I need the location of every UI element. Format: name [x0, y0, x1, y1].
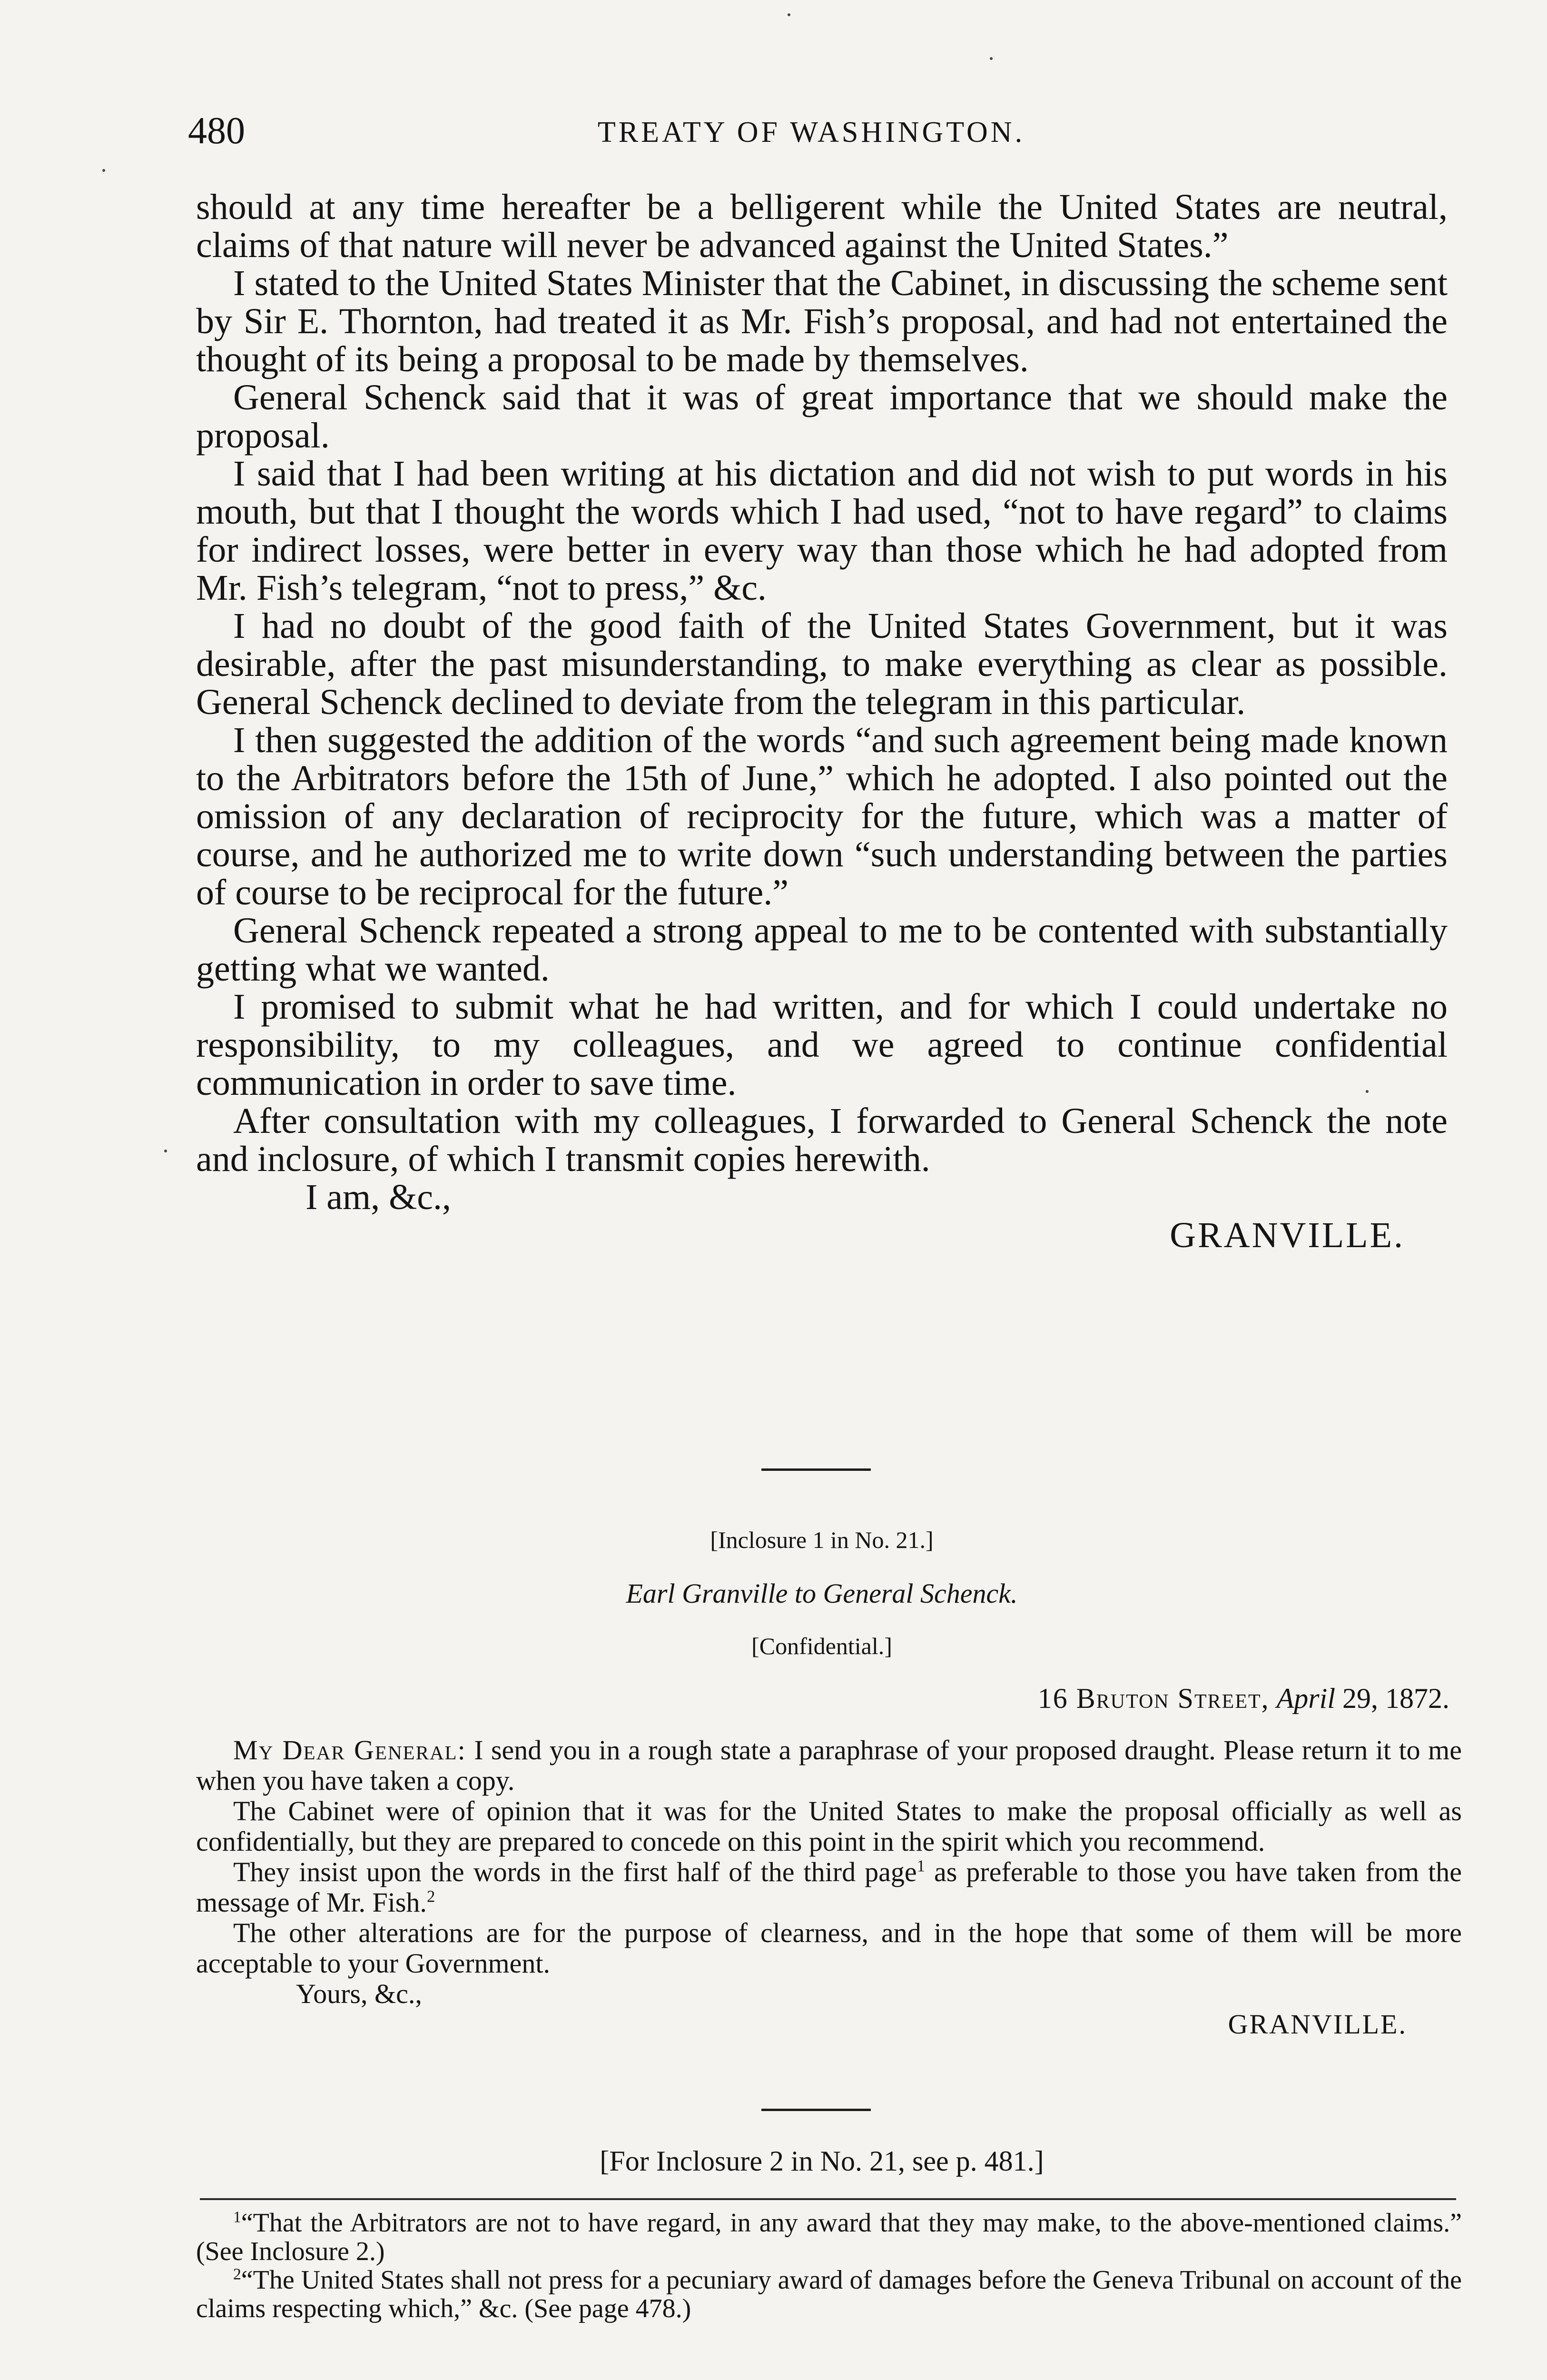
running-title: TREATY OF WASHINGTON. [597, 116, 1025, 149]
footnotes [196, 2209, 1462, 2323]
letter-dateline [1038, 1683, 1449, 1714]
footnote-mark: 1 [233, 2208, 241, 2226]
cross-reference: [For Inclosure 2 in No. 21, see p. 481.] [600, 2145, 1044, 2177]
closing-phrase: Yours, &c., [296, 1978, 422, 2009]
footnote-rule [200, 2198, 1456, 2200]
paragraph: should at any time hereafter be a belligerent while the United States are neutral, claims of that nature will never be advanced against the United States.” [196, 187, 1448, 265]
letter-paragraph: The other alterations are for the purpose of clearness, and in the hope that some of them will be more acceptable to your Government. [196, 1917, 1462, 1979]
paragraph: After consultation with my colleagues, I forwarded to General Schenck the note and inclosure, of which I transmit copies herewith. [196, 1101, 1448, 1179]
section-divider [761, 1468, 871, 1471]
footnote-mark: 2 [233, 2265, 241, 2283]
footnote-ref: 1 [916, 1856, 926, 1875]
letter-closing [196, 1178, 1448, 1254]
inclosure-closing [196, 1979, 1462, 2041]
confidential-label: [Confidential.] [751, 1633, 892, 1659]
scan-speck [788, 13, 790, 16]
paragraph: I then suggested the addition of the words “and such agreement being made known to the Arbitrators before the 15th of June,” which he adopted. I also pointed out the omission of any declaration of reciprocity for the future, which was a matter of course, and he authorized me to write down “such understanding between the parties of course to be reciprocal for the future.” [196, 720, 1448, 912]
signature: GRANVILLE. [1170, 1215, 1405, 1255]
page-header [188, 109, 1435, 152]
letter-text: as preferable to those you have taken from the message of Mr. Fish. [196, 1856, 1462, 1918]
closing-phrase: I am, &c., [305, 1177, 452, 1217]
paragraph: General Schenck said that it was of great importance that we should make the proposal. [196, 377, 1448, 456]
letter-address: 16 Bruton Street, [1037, 1683, 1270, 1714]
scan-speck [102, 169, 105, 172]
letter-paragraph: The Cabinet were of opinion that it was for the United States to make the proposal officially as well as confidentially, but they are prepared to concede on this point in the spirit which you recommend. [196, 1795, 1462, 1857]
paragraph: I said that I had been writing at his dictation and did not wish to put words in his mouth, but that I thought the words which I had used, “not to have regard” to claims for indirect losses, were better in every way than those which he had adopted from Mr. Fish’s telegram, “not to press,” &c. [196, 454, 1448, 608]
footnote-text: “That the Arbitrators are not to have regard, in any award that they may make, to the above-mentioned claims.” (See Inclosure 2.) [196, 2208, 1462, 2266]
footnote-text: “The United States shall not press for a pecuniary award of damages before the Geneva Tribunal on account of the claims respecting which,” &c. (See page 478.) [196, 2265, 1462, 2323]
scan-speck [990, 57, 993, 60]
section-divider [761, 2109, 871, 2111]
main-text [196, 188, 1448, 1254]
footnote [196, 2209, 1462, 2266]
inclosure-label: [Inclosure 1 in No. 21.] [710, 1527, 934, 1553]
paragraph: I promised to submit what he had written, and for which I could undertake no responsibility, to my colleagues, and we agreed to continue confidential communication in order to save time. [196, 987, 1448, 1103]
letter-text: They insist upon the words in the first half of the third page [233, 1856, 917, 1887]
inclosure-letter [196, 1735, 1462, 2041]
paragraph: I stated to the United States Minister that the Cabinet, in discussing the scheme sent by Sir E. Thornton, had treated it as Mr. Fish’s proposal, and had not entertained the thought of its being a proposal to be made by themselves. [196, 263, 1448, 379]
inclosure-title: Earl Granville to General Schenck. [626, 1578, 1018, 1609]
letter-paragraph [196, 1857, 1462, 1918]
letter-paragraph [196, 1735, 1462, 1796]
footnote [196, 2266, 1462, 2323]
scan-speck [164, 1150, 167, 1152]
paragraph: General Schenck repeated a strong appeal to me to be contented with substantially getting what we wanted. [196, 911, 1448, 989]
footnote-ref: 2 [426, 1887, 435, 1906]
scan-speck [1366, 1090, 1369, 1093]
salutation: My Dear General: [233, 1735, 466, 1765]
paragraph: I had no doubt of the good faith of the United States Government, but it was desirable, after the past misunderstanding, to make everything as clear as possible. General Schenck declined to deviate from the telegram in this particular. [196, 606, 1448, 722]
signature: GRANVILLE. [1228, 2009, 1407, 2040]
page-number: 480 [188, 110, 245, 152]
letter-date-rest: 29, 1872. [1342, 1683, 1449, 1714]
letter-date-month: April [1276, 1683, 1335, 1714]
letter-text: I send you in a rough state a paraphrase of your proposed draught. Please return it to me when you have taken a copy. [196, 1735, 1462, 1796]
